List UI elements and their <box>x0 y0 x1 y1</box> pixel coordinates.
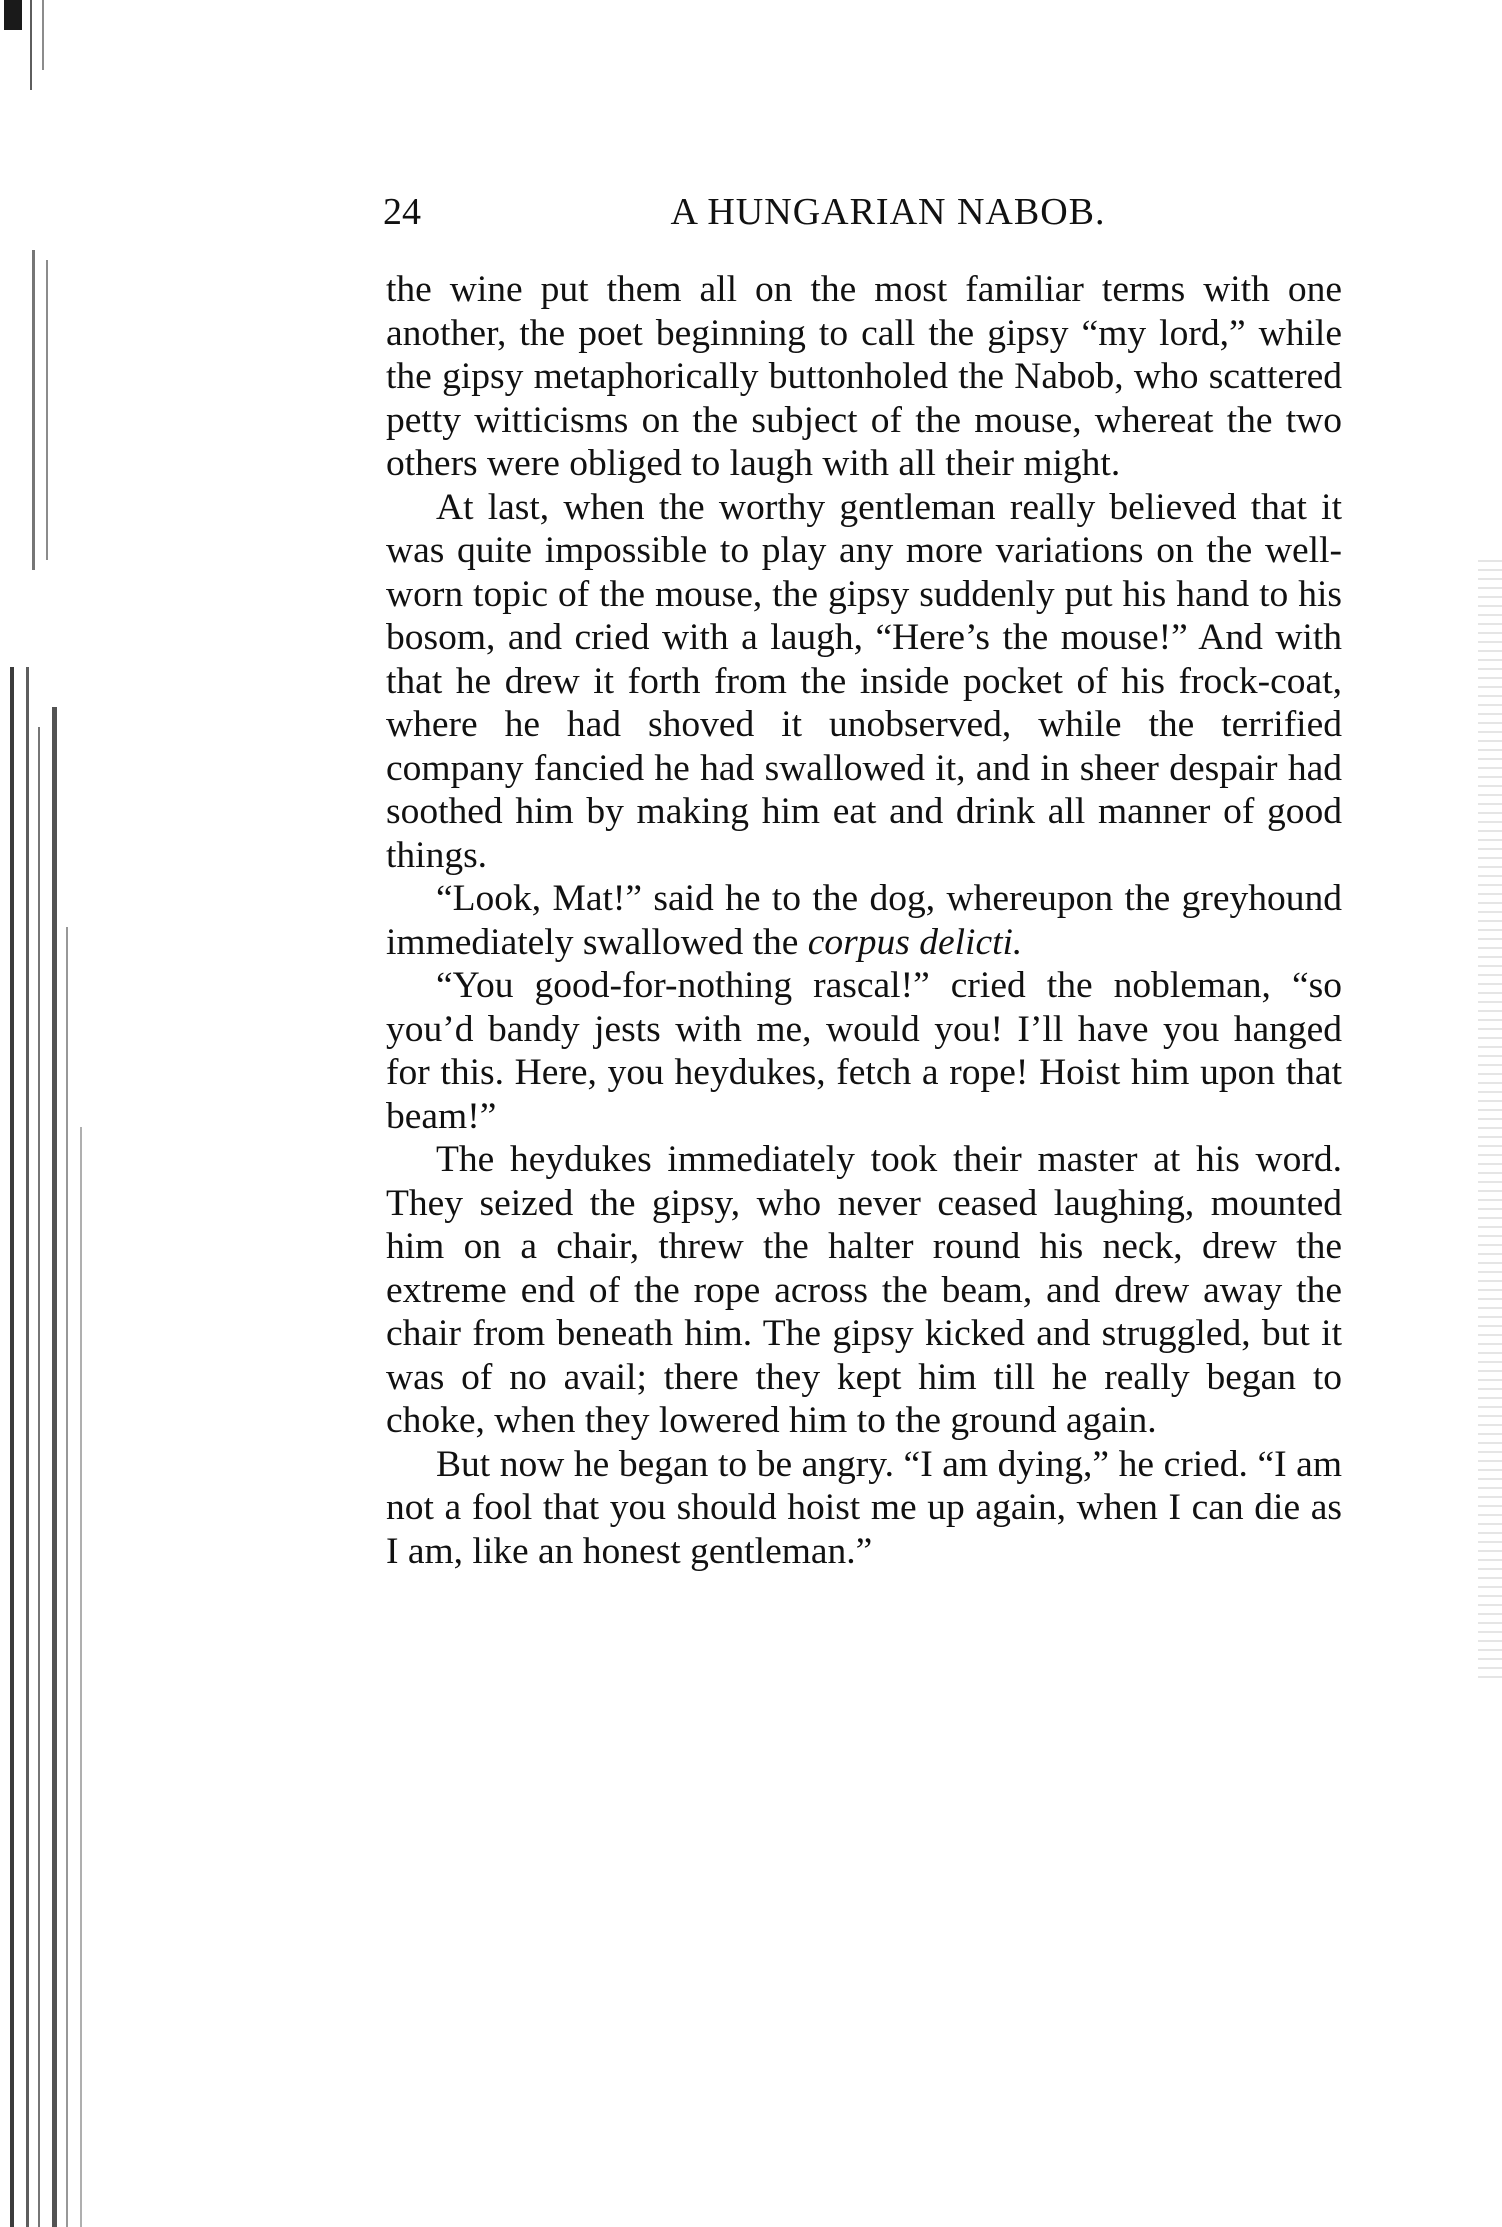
italic-phrase: corpus delicti. <box>807 921 1023 963</box>
paragraph: The heydukes immediately took their master at his word. They seized the gipsy, who never ceased laughing, mounted him on a chair, threw the halter round his neck, drew the extreme end of the rope across the beam, and drew away the chair from beneath him. The gipsy kicked and struggled, but it was of no avail; there they kept him till he really began to choke, when they lowered him to the ground again. <box>386 1139 1342 1441</box>
paragraph: But now he began to be angry. “I am dying,” he cried. “I am not a fool that you should hoist me up again, when I can die as I am, like an honest gentleman.” <box>386 1443 1342 1572</box>
running-title: A HUNGARIAN NABOB. <box>670 191 1106 233</box>
page-header <box>383 190 1353 240</box>
paragraph-text: “Look, Mat!” said he to the dog, whereupon the greyhound immediately swallowed the <box>386 878 1342 963</box>
paragraph: At last, when the worthy gentleman really believed that it was quite impossible to play any more variations on the well-worn topic of the mouse, the gipsy suddenly put his hand to his bosom, and cried with a laugh, “Here’s the mouse!” And with that he drew it forth from the inside pocket of his frock-coat, where he had shoved it unobserved, while the terrified company fancied he had swallowed it, and in sheer despair had soothed him by making him eat and drink all manner of good things. <box>386 486 1342 876</box>
paragraph: “You good-for-nothing rascal!” cried the nobleman, “so you’d bandy jests with me, would you! I’ll have you hanged for this. Here, you heydukes, fetch a rope! Hoist him upon that beam!” <box>386 965 1342 1137</box>
page-number: 24 <box>383 191 421 233</box>
page-body <box>386 268 1342 1573</box>
page-binding-edge <box>0 0 90 2227</box>
paragraph: the wine put them all on the most familiar terms with one another, the poet beginning to call the gipsy “my lord,” while the gipsy metaphorically buttonholed the Nabob, who scattered petty witticisms on the subject of the mouse, whereat the two others were obliged to laugh with all their might. <box>386 269 1342 484</box>
page-edge-specks <box>1478 560 1502 1680</box>
paragraph <box>386 877 1342 964</box>
